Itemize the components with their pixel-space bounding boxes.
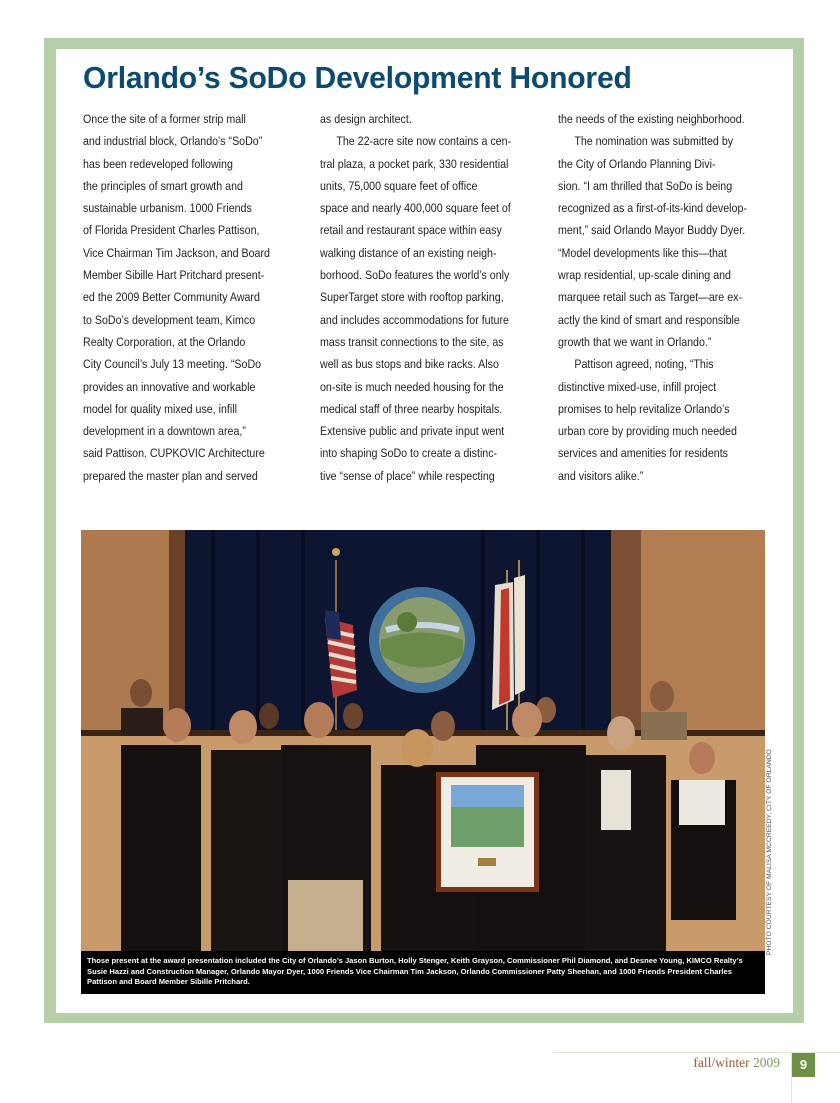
text-line: sion. “I am thrilled that SoDo is being xyxy=(558,178,733,193)
text-line: and visitors alike.” xyxy=(558,468,644,483)
text-line: tive “sense of place” while respecting xyxy=(320,468,495,483)
award-photo-image xyxy=(81,530,765,951)
text-line: promises to help revitalize Orlando’s xyxy=(558,401,730,416)
text-line: the needs of the existing neighborhood. xyxy=(558,112,745,126)
text-line: the principles of smart growth and xyxy=(83,178,243,193)
text-line: marquee retail such as Target—are ex- xyxy=(558,290,743,305)
text-line: The nomination was submitted by xyxy=(574,134,734,149)
text-line: Realty Corporation, at the Orlando xyxy=(83,334,246,349)
text-line: into shaping SoDo to create a distinc- xyxy=(320,446,498,461)
text-line: sustainable urbanism. 1000 Friends xyxy=(83,201,252,216)
text-line: mass transit connections to the site, as xyxy=(320,334,504,349)
text-line: ment,” said Orlando Mayor Buddy Dyer. xyxy=(558,223,746,238)
text-line: SuperTarget store with rooftop parking, xyxy=(320,290,504,305)
framed-award xyxy=(436,772,539,892)
text-line: provides an innovative and workable xyxy=(83,379,256,394)
text-line: prepared the master plan and served xyxy=(83,468,258,483)
text-line: The 22-acre site now contains a cen- xyxy=(336,134,512,149)
text-line: and industrial block, Orlando’s “SoDo” xyxy=(83,134,263,149)
article-headline: Orlando’s SoDo Development Honored xyxy=(83,60,632,95)
text-line: actly the kind of smart and responsible xyxy=(558,312,740,327)
text-line: tral plaza, a pocket park, 330 residential xyxy=(320,156,509,171)
text-line: has been redeveloped following xyxy=(83,156,233,171)
text-line: the City of Orlando Planning Divi- xyxy=(558,156,716,171)
article-column-3 xyxy=(558,108,790,487)
award-photo xyxy=(81,530,765,994)
text-line: distinctive mixed-use, infill project xyxy=(558,379,717,394)
text-line: space and nearly 400,000 square feet of xyxy=(320,201,511,216)
issue-year: 2009 xyxy=(753,1055,780,1070)
text-line: units, 75,000 square feet of office xyxy=(320,178,478,193)
text-line: as design architect. xyxy=(320,112,412,126)
issue-season: fall/winter xyxy=(693,1055,750,1070)
text-line: on-site is much needed housing for the xyxy=(320,379,504,394)
text-line: well as bus stops and bike racks. Also xyxy=(320,357,499,372)
text-line: and includes accommodations for future xyxy=(320,312,509,327)
text-line: borhood. SoDo features the world’s only xyxy=(320,268,510,283)
text-line: said Pattison. CUPKOVIC Architecture xyxy=(83,446,265,461)
text-line: growth that we want in Orlando.” xyxy=(558,334,712,349)
text-line: ed the 2009 Better Community Award xyxy=(83,290,260,305)
text-line: “Model developments like this—that xyxy=(558,245,727,260)
text-line: model for quality mixed use, infill xyxy=(83,401,237,416)
issue-label xyxy=(693,1055,780,1071)
text-line: Member Sibille Hart Pritchard present- xyxy=(83,268,265,283)
article-column-1 xyxy=(83,108,315,487)
article-column-2 xyxy=(320,108,552,487)
text-line: Pattison agreed, noting, “This xyxy=(574,357,714,372)
text-line: Extensive public and private input went xyxy=(320,424,505,439)
page-number: 9 xyxy=(792,1053,815,1077)
text-line: urban core by providing much needed xyxy=(558,424,737,439)
text-line: walking distance of an existing neigh- xyxy=(320,245,497,260)
text-line: of Florida President Charles Pattison, xyxy=(83,223,260,238)
text-line: recognized as a first-of-its-kind develop- xyxy=(558,201,747,216)
text-line: City Council’s July 13 meeting. “SoDo xyxy=(83,357,262,372)
text-line: to SoDo’s development team, Kimco xyxy=(83,312,256,327)
text-line: medical staff of three nearby hospitals. xyxy=(320,401,503,416)
photo-credit: PHOTO COURTESY OF MALISA MCCREEDY, CITY OF ORLANDO xyxy=(766,749,773,955)
city-seal xyxy=(369,587,475,693)
person-1 xyxy=(121,745,201,951)
text-line: wrap residential, up-scale dining and xyxy=(558,268,731,283)
text-line: retail and restaurant space within easy xyxy=(320,223,502,238)
text-line: development in a downtown area,” xyxy=(83,424,246,439)
text-line: Once the site of a former strip mall xyxy=(83,112,246,126)
photo-caption: Those present at the award presentation included the City of Orlando’s Jason Burton, Holly Stenger, Keith Grayson, Commissioner Phil Diamond, and Desnee Young, KIMCO Realty’s Susie Hazzi and Construction Manager, Orlando Mayor Dyer, 1000 Friends Vice Chairman Tim Jackson, Orlando Commissioner Patty Sheehan, and 1000 Friends President Charles Pattison and Board Member Sibille Pritchard. xyxy=(81,951,765,994)
text-line: Vice Chairman Tim Jackson, and Board xyxy=(83,245,270,260)
person-2 xyxy=(211,750,286,951)
text-line: services and amenities for residents xyxy=(558,446,728,461)
